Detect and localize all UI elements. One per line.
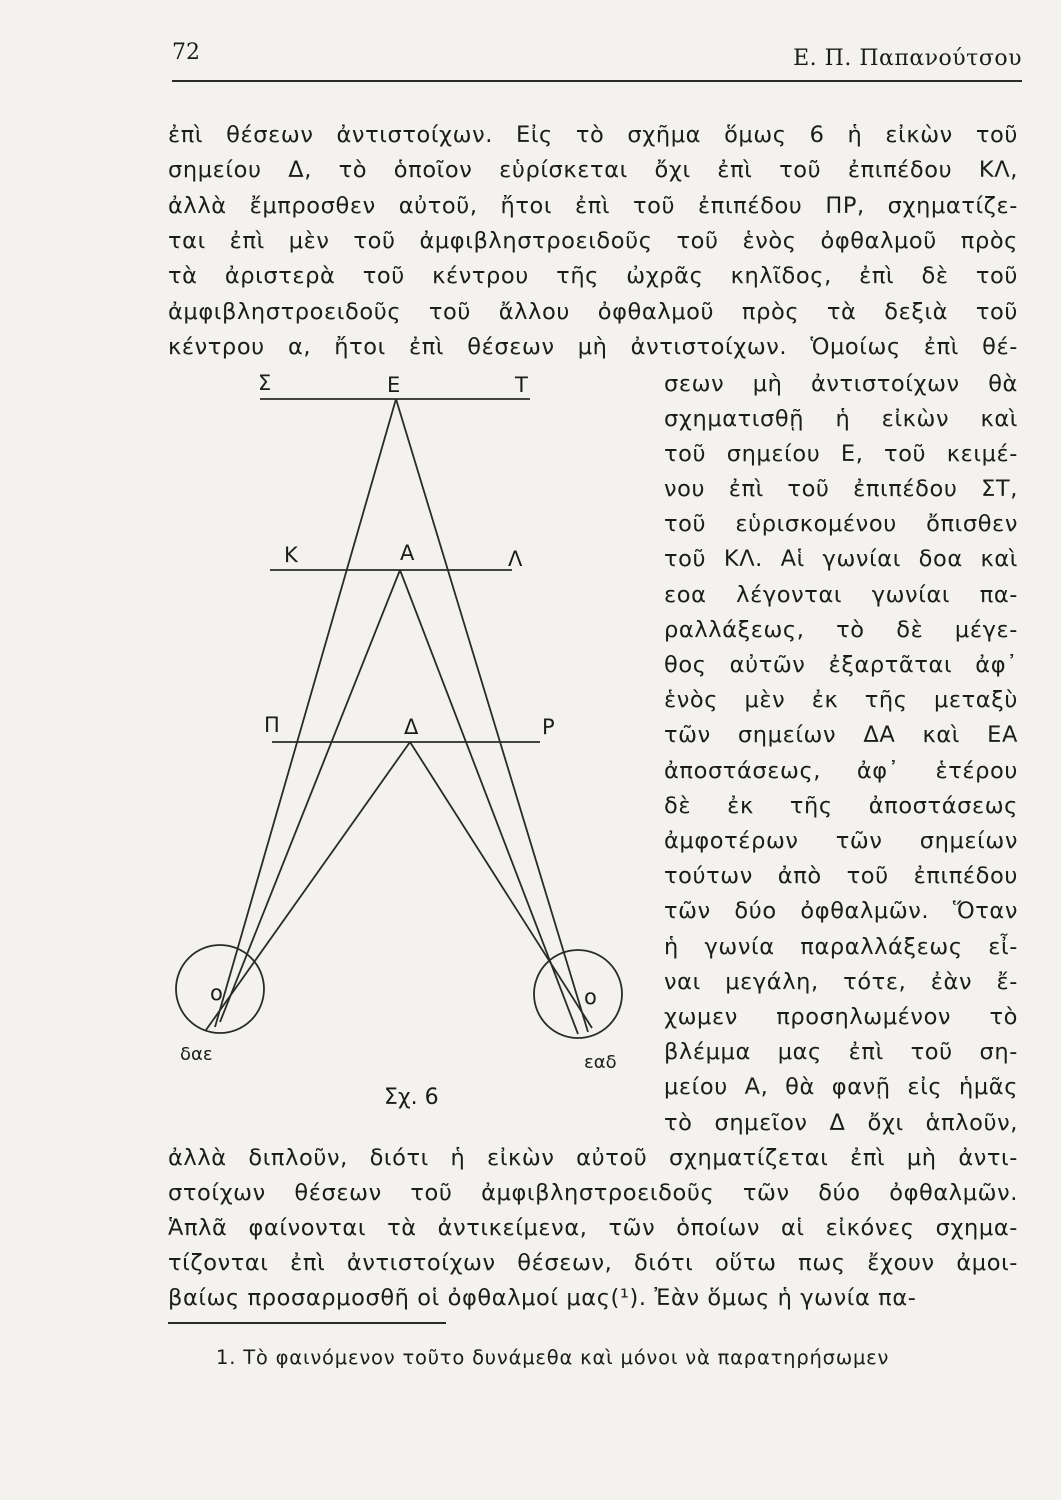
footnote-rule: [168, 1322, 446, 1324]
page-header: [172, 40, 1022, 84]
text-line: βαίως προσαρμοσθῆ οἱ ὀφθαλμοί μας(¹). Ἐὰν ὅμως ἡ γωνία πα-: [168, 1285, 917, 1311]
running-head: Ε. Π. Παπανούτσου: [793, 46, 1022, 71]
label-delta: Δ: [404, 715, 419, 739]
label-tau: Τ: [515, 373, 528, 397]
label-rho: Ρ: [542, 715, 555, 739]
ray-delta-right: [410, 742, 592, 1028]
text-line: τοῦ σημείου Ε, τοῦ κειμέ-: [664, 441, 1018, 467]
text-line: ἀμφιβληστροειδοῦς τοῦ ἄλλου ὀφθαλμοῦ πρὸς τὰ δεξιὰ τοῦ: [168, 299, 1018, 325]
text-line: ραλλάξεως, τὸ δὲ μέγε-: [664, 617, 1018, 643]
text-line: ἑνὸς μὲν ἐκ τῆς μεταξὺ: [664, 687, 1018, 713]
text-line: ἀλλὰ διπλοῦν, διότι ἡ εἰκὼν αὐτοῦ σχηματίζεται ἐπὶ μὴ ἀντι-: [168, 1145, 1018, 1171]
text-line: βλέμμα μας ἐπὶ τοῦ ση-: [664, 1039, 1018, 1065]
text-line: ναι μεγάλη, τότε, ἐὰν ἔ-: [664, 969, 1018, 995]
text-line: ἡ γωνία παραλλάξεως εἶ-: [664, 934, 1018, 960]
text-line: τοῦ εὑρισκομένου ὄπισθεν: [664, 511, 1018, 537]
text-line: τῶν δύο ὀφθαλμῶν. Ὅταν: [664, 898, 1018, 924]
text-line: ἐπὶ θέσεων ἀντιστοίχων. Εἰς τὸ σχῆμα ὅμως 6 ἡ εἰκὼν τοῦ: [168, 122, 1018, 148]
text-line: θος αὐτῶν ἐξαρτᾶται ἀφ᾿: [664, 652, 1018, 678]
label-kappa: Κ: [284, 543, 298, 567]
text-line: κέντρου α, ἤτοι ἐπὶ θέσεων μὴ ἀντιστοίχων. Ὁμοίως ἐπὶ θέ-: [168, 334, 1018, 360]
ray-delta-left: [206, 742, 410, 1030]
text-line: εοα λέγονται γωνίαι πα-: [664, 582, 1018, 608]
text-line: στοίχων θέσεων τοῦ ἀμφιβληστροειδοῦς τῶν δύο ὀφθαλμῶν.: [168, 1180, 1018, 1206]
text-line: χωμεν προσηλωμένον τὸ: [664, 1004, 1018, 1030]
text-line: ἀλλὰ ἔμπροσθεν αὐτοῦ, ἤτοι ἐπὶ τοῦ ἐπιπέδου ΠΡ, σχηματίζε-: [168, 193, 1018, 219]
figure-caption: Σχ. 6: [384, 1085, 439, 1110]
text-line: τῶν σημείων ΔΑ καὶ ΕΑ: [664, 722, 1018, 748]
label-pi: Π: [264, 713, 280, 737]
parallax-diagram: [160, 362, 660, 1092]
label-right-eye-center: ο: [584, 985, 597, 1009]
label-right-eye-bottom: εαδ: [584, 1052, 617, 1073]
header-rule: [172, 80, 1022, 82]
figure-6-diagram: [160, 362, 660, 1152]
label-epsilon: Ε: [387, 373, 401, 397]
footnote: 1. Τὸ φαινόμενον τοῦτο δυνάμεθα καὶ μόνοι νὰ παρατηρήσωμεν: [216, 1346, 890, 1369]
ray-e-left: [215, 399, 396, 1027]
text-line: σχηματισθῇ ἡ εἰκὼν καὶ: [664, 406, 1018, 432]
text-line: μείου Α, θὰ φανῇ εἰς ἡμᾶς: [664, 1074, 1018, 1100]
text-line: τὰ ἀριστερὰ τοῦ κέντρου τῆς ὠχρᾶς κηλῖδος, ἐπὶ δὲ τοῦ: [168, 263, 1018, 289]
text-line: ἀμφοτέρων τῶν σημείων: [664, 828, 1018, 854]
text-line: ἀποστάσεως, ἀφ᾿ ἑτέρου: [664, 758, 1018, 784]
text-line: σημείου Δ, τὸ ὁποῖον εὑρίσκεται ὄχι ἐπὶ τοῦ ἐπιπέδου ΚΛ,: [168, 157, 1018, 183]
right-eye-circle: [534, 950, 622, 1038]
text-line: σεων μὴ ἀντιστοίχων θὰ: [664, 371, 1018, 397]
label-alpha: Α: [400, 541, 415, 565]
text-line: τὸ σημεῖον Δ ὄχι ἁπλοῦν,: [664, 1110, 1018, 1136]
label-left-eye-bottom: δαε: [180, 1044, 213, 1065]
ray-e-right: [396, 399, 588, 1032]
page-number: 72: [172, 40, 200, 65]
label-lambda: Λ: [508, 547, 523, 571]
label-sigma: Σ: [258, 371, 272, 395]
text-line: τούτων ἀπὸ τοῦ ἐπιπέδου: [664, 863, 1018, 889]
label-left-eye-center: ο: [210, 981, 223, 1005]
text-line: δὲ ἐκ τῆς ἀποστάσεως: [664, 793, 1018, 819]
text-line: Ἁπλᾶ φαίνονται τὰ ἀντικείμενα, τῶν ὁποίων αἱ εἰκόνες σχημα-: [168, 1215, 1018, 1241]
text-line: νου ἐπὶ τοῦ ἐπιπέδου ΣΤ,: [664, 476, 1018, 502]
text-line: τίζονται ἐπὶ ἀντιστοίχων θέσεων, διότι οὕτω πως ἔχουν ἀμοι-: [168, 1250, 1018, 1276]
text-line: τοῦ ΚΛ. Αἱ γωνίαι δοα καὶ: [664, 546, 1018, 572]
ray-a-left: [220, 570, 400, 1022]
text-line: ται ἐπὶ μὲν τοῦ ἀμφιβληστροειδοῦς τοῦ ἑνὸς ὀφθαλμοῦ πρὸς: [168, 228, 1018, 254]
